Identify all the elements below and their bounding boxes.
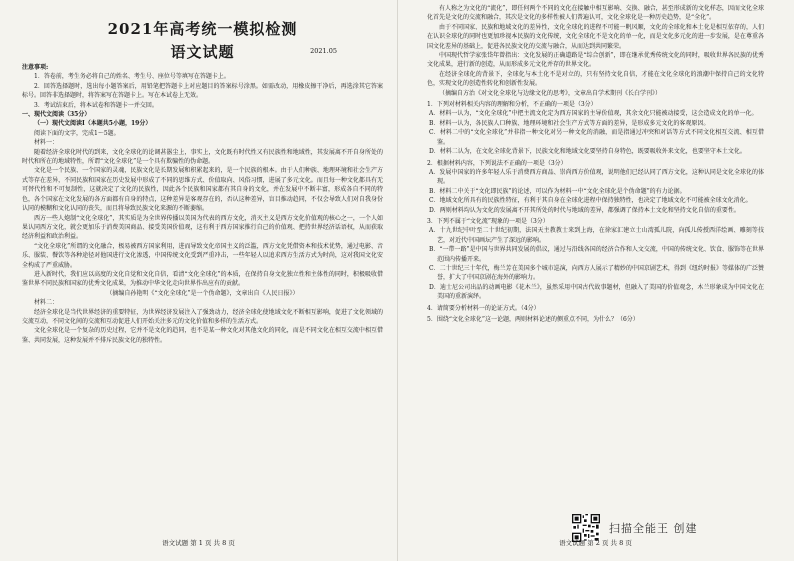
notice-item: 3．考试结束后，将本试卷和答题卡一并交回。 [34,101,158,109]
paragraph: 由于不同国家、民族和地域文化的差异性，文化全球化的进程不可能一帆风顺，文化的全球化和本土化是相互依存的，人们在认识全球化的同时也更加珍视本民族的文化传统，文化全球化不是文化的单一化，而是文化多元化的进一步发展，是在尊重各国文化差异的基础上，促进各民族文化的交流与融合，从而达到共同繁荣。 [427,23,764,50]
question-4: 4．请简要分析材料一的论证方式。（4分） [427,304,540,312]
option-1d: D．材料二认为，在文化全球化背景下，民族文化和地域文化要坚持自身特色，既要吸收外来文化，也要坚守本土文化。 [429,148,746,156]
option-1a: A．材料一认为，“文化全球化”中把主流文化定为西方国家的主导价值观，其余文化只能被动接受，这会造成文化的单一化。 [429,110,758,118]
option-2a: A．发展中国家的许多年轻人乐于消费西方商品、崇尚西方价值观，说明他们已经认同了西方文化，这种认同是文化全球化的体现。 [429,168,764,186]
question-5: 5．围绕“文化全球化”这一论题，两则材料论述的侧重点不同，为什么？（6分） [427,316,639,323]
paragraph: 西方一些人炮制“文化全球化”，其实质是为全世界传播以美国为代表的西方文化，消灭主义是西方文化价值观的核心之一，一个人如果认同西方文化，就会更加乐于消费美国商品、接受美国价值观，这有利于西方国家推行自己的价值观、把持世界经济话语权，从而获取经济利益和政治利益。 [22,214,383,241]
notice-item: 2．回答选择题时，选出每小题答案后，用铅笔把答题卡上对应题目的答案标号涂黑。如需改动，用橡皮擦干净后，再选涂其它答案标号。回答非选择题时，将答案写在答题卡上。写在本试卷上无效。 [22,82,383,100]
paragraph: 在经济全球化的背景下，全球化与本土化不是对立的，只有坚持文化自信，才能在文化全球化的浪潮中保持自己的文化特色，实现文化的创造性转化和创新性发展。 [427,70,764,88]
source-citation: （摘编自孙艳明《“文化全球化”是一个伪命题》，文章出自《人民日报》） [106,289,299,297]
option-1b: B．材料一认为，各民族人口种族、地理环境和社会生产方式等方面的差异，是形成多元文化的客观原因。 [429,119,710,127]
scanner-credit: 扫描全能王 创建 [609,522,698,535]
instruction: 阅读下面的文字，完成1～5题。 [34,129,120,137]
paragraph: “文化全球化”所谓的文化融合，极易被西方国家利用，进而导致文化帝国主义的泛滥，西方文化凭借资本和技术优势，通过电影、音乐、服装、餐饮等各种途径对他国进行文化渗透，中国传统文化受到严重冲击，一些年轻人以追求西方生活方式为时尚，这对我国文化安全构成了严重威胁。 [22,242,383,269]
question-2: 2．根据材料内容，下列说法不正确的一项是（3分） [427,159,567,167]
material-label: 材料二： [34,299,59,307]
source-citation: （摘编自方治《对文化全球化与边缘文化的思考》，文章出自学术期刊《长白学刊》） [439,89,662,97]
paragraph: 进入新时代，我们应以高度的文化自觉和文化自信，看清“文化全球化”的本质，在保持自身文化独立性和主体性的同时，积极吸收借鉴世界不同民族和国家的优秀文化成果，为推动中华文化走向世界作出应有的贡献。 [22,270,383,288]
page-right [397,0,794,561]
paragraph: 文化全球化是一个复杂的历史过程，它并不是文化的趋同，也不是某一种文化对其他文化的同化，而是不同文化在相互交流中相互借鉴、共同发展，这种发展并不排斥民族文化的独特性。 [22,327,383,344]
question-1: 1．下列对材料相关内容的理解和分析，不正确的一项是（3分） [427,101,597,109]
notice-item: 1．答卷前，考生务必将自己的姓名、考生号、座位号等填写在答题卡上。 [34,73,230,81]
paragraph: 有人称之为文化的“流化”，即任何两个不同的文化在接触中相互影响、交换、融合，甚至形成新的文化样态，因而文化全球化首先是文化的交流和融合，其次是文化的多样性被人们普遍认可，文化全球化是一种历史趋势，是“全化”。 [427,5,764,22]
material-label: 材料一： [34,139,59,147]
section-heading: 一、现代文阅读（35分） [22,111,91,119]
paragraph: 文化是一个民族、一个国家的灵魂，民族文化是长期发展和积累起来的，是一个民族的根本。由于人们种族、地理环境和社会生产方式等存在差异，不同民族和国家在历史发展中形成了不同的思维方式、价值取向、风俗习惯，进展了多元文化。而且每一种文化都具有无可替代性和不可复制性，这就决定了文化的民族性，因此各个民族和国家都有其自身的文化，并在发展中不断丰富，形成各自不同的特色，各个国家在文化发展的各方面都有自身的特点，这种差异是客观存在的，否认这种差异，盲目推动趋同，不仅会导致人们对自我身份认同的模糊和文化认同的丧失，而且将导致民族文化来源的不断萎缩。 [22,167,383,213]
option-2d: D．两则材料均认为文化的发展离不开其所处的时代与地域的差异，都强调了保持本土文化和坚持文化自信的重要性。 [429,206,740,214]
option-1c: C．材料二中的“文化全球化”并非指一种文化对另一种文化的消融，而是指通过冲突和对话等方式不同文化相互交流、相互借鉴。 [429,129,764,146]
option-3d: D．迪士尼公司出品的动画电影《花木兰》，虽然采用中国古代故事题材，但融入了美国的价值观念，木兰形象成为中国文化在美国的重新演绎。 [429,283,764,301]
page-footer: 语文试题 第 2 页 共 8 页 [559,539,632,547]
option-2b: B．材料二中关于“文化即民族”的论述，可以作为材料一中“文化全球化是个伪命题”的有力论据。 [429,187,686,195]
option-3c: C．二十世纪三十年代，梅兰芳在美国多个城市巡演，向西方人展示了精妙的中国京剧艺术，得到《纽约时报》等媒体的广泛赞誉，扩大了中国京剧在海外的影响力。 [429,264,764,282]
exam-date: 2021.05 [310,47,337,55]
notice-heading: 注意事项: [22,64,49,71]
question-3: 3．下列不属于“文化流”现象的一项是（3分） [427,217,549,225]
exam-subtitle: 语文试题 [170,43,235,61]
paragraph: 经济全球化是当代世界经济的重要特征，为世界经济发展注入了强劲动力，经济全球化使地域文化不断相互影响，促进了文化领域的交流互动，不同文化间的交流和互动促进人们开始关注多元的文化价值和多样的生活方式。 [22,308,383,325]
subtitle-row [22,41,383,63]
paragraph: 随着经济全球化时代的到来，文化全球化的论调甚嚣尘上，事实上，文化既有时代性又有民族性和地域性，其发展离不开自身所处的时代和所在的地域特性，所谓“文化全球化”是一个具有欺骗性的伪命题。 [22,148,383,166]
option-3b: B．“一带一路”是中国与世界共同发展的倡议，通过与沿线各国的经济合作和人文交流，中国的传统文化、饮食、服饰等在世界范围内传播开来。 [429,246,764,263]
page-footer: 语文试题 第 1 页 共 8 页 [162,539,235,547]
subsection-heading: （一）现代文阅读Ⅰ（本题共5小题，19分） [34,120,152,128]
paragraph: 中国现代哲学家张岱年曾指出：文化发展的正确道路是“综合创新”，即在继承优秀传统文化的同时，吸收世界各民族的优秀文化成果，进行新的创造，从而形成多元文化并存的世界文化。 [427,52,764,69]
option-2c: C．地域文化所具有的民族性特征，有利于其自身在全球化进程中保持独特性，也决定了地域文化不可能被全球文化消化。 [429,197,752,205]
option-3a: A．十九世纪中叶至二十世纪初期，法国天主教教士来到上海，在徐家汇建立土山湾孤儿院，向孤儿传授西洋绘画、雕刻等技艺，对近代中国画坛产生了深远的影响。 [429,227,764,244]
exam-title: 2021年高考统一模拟检测 [107,20,298,38]
